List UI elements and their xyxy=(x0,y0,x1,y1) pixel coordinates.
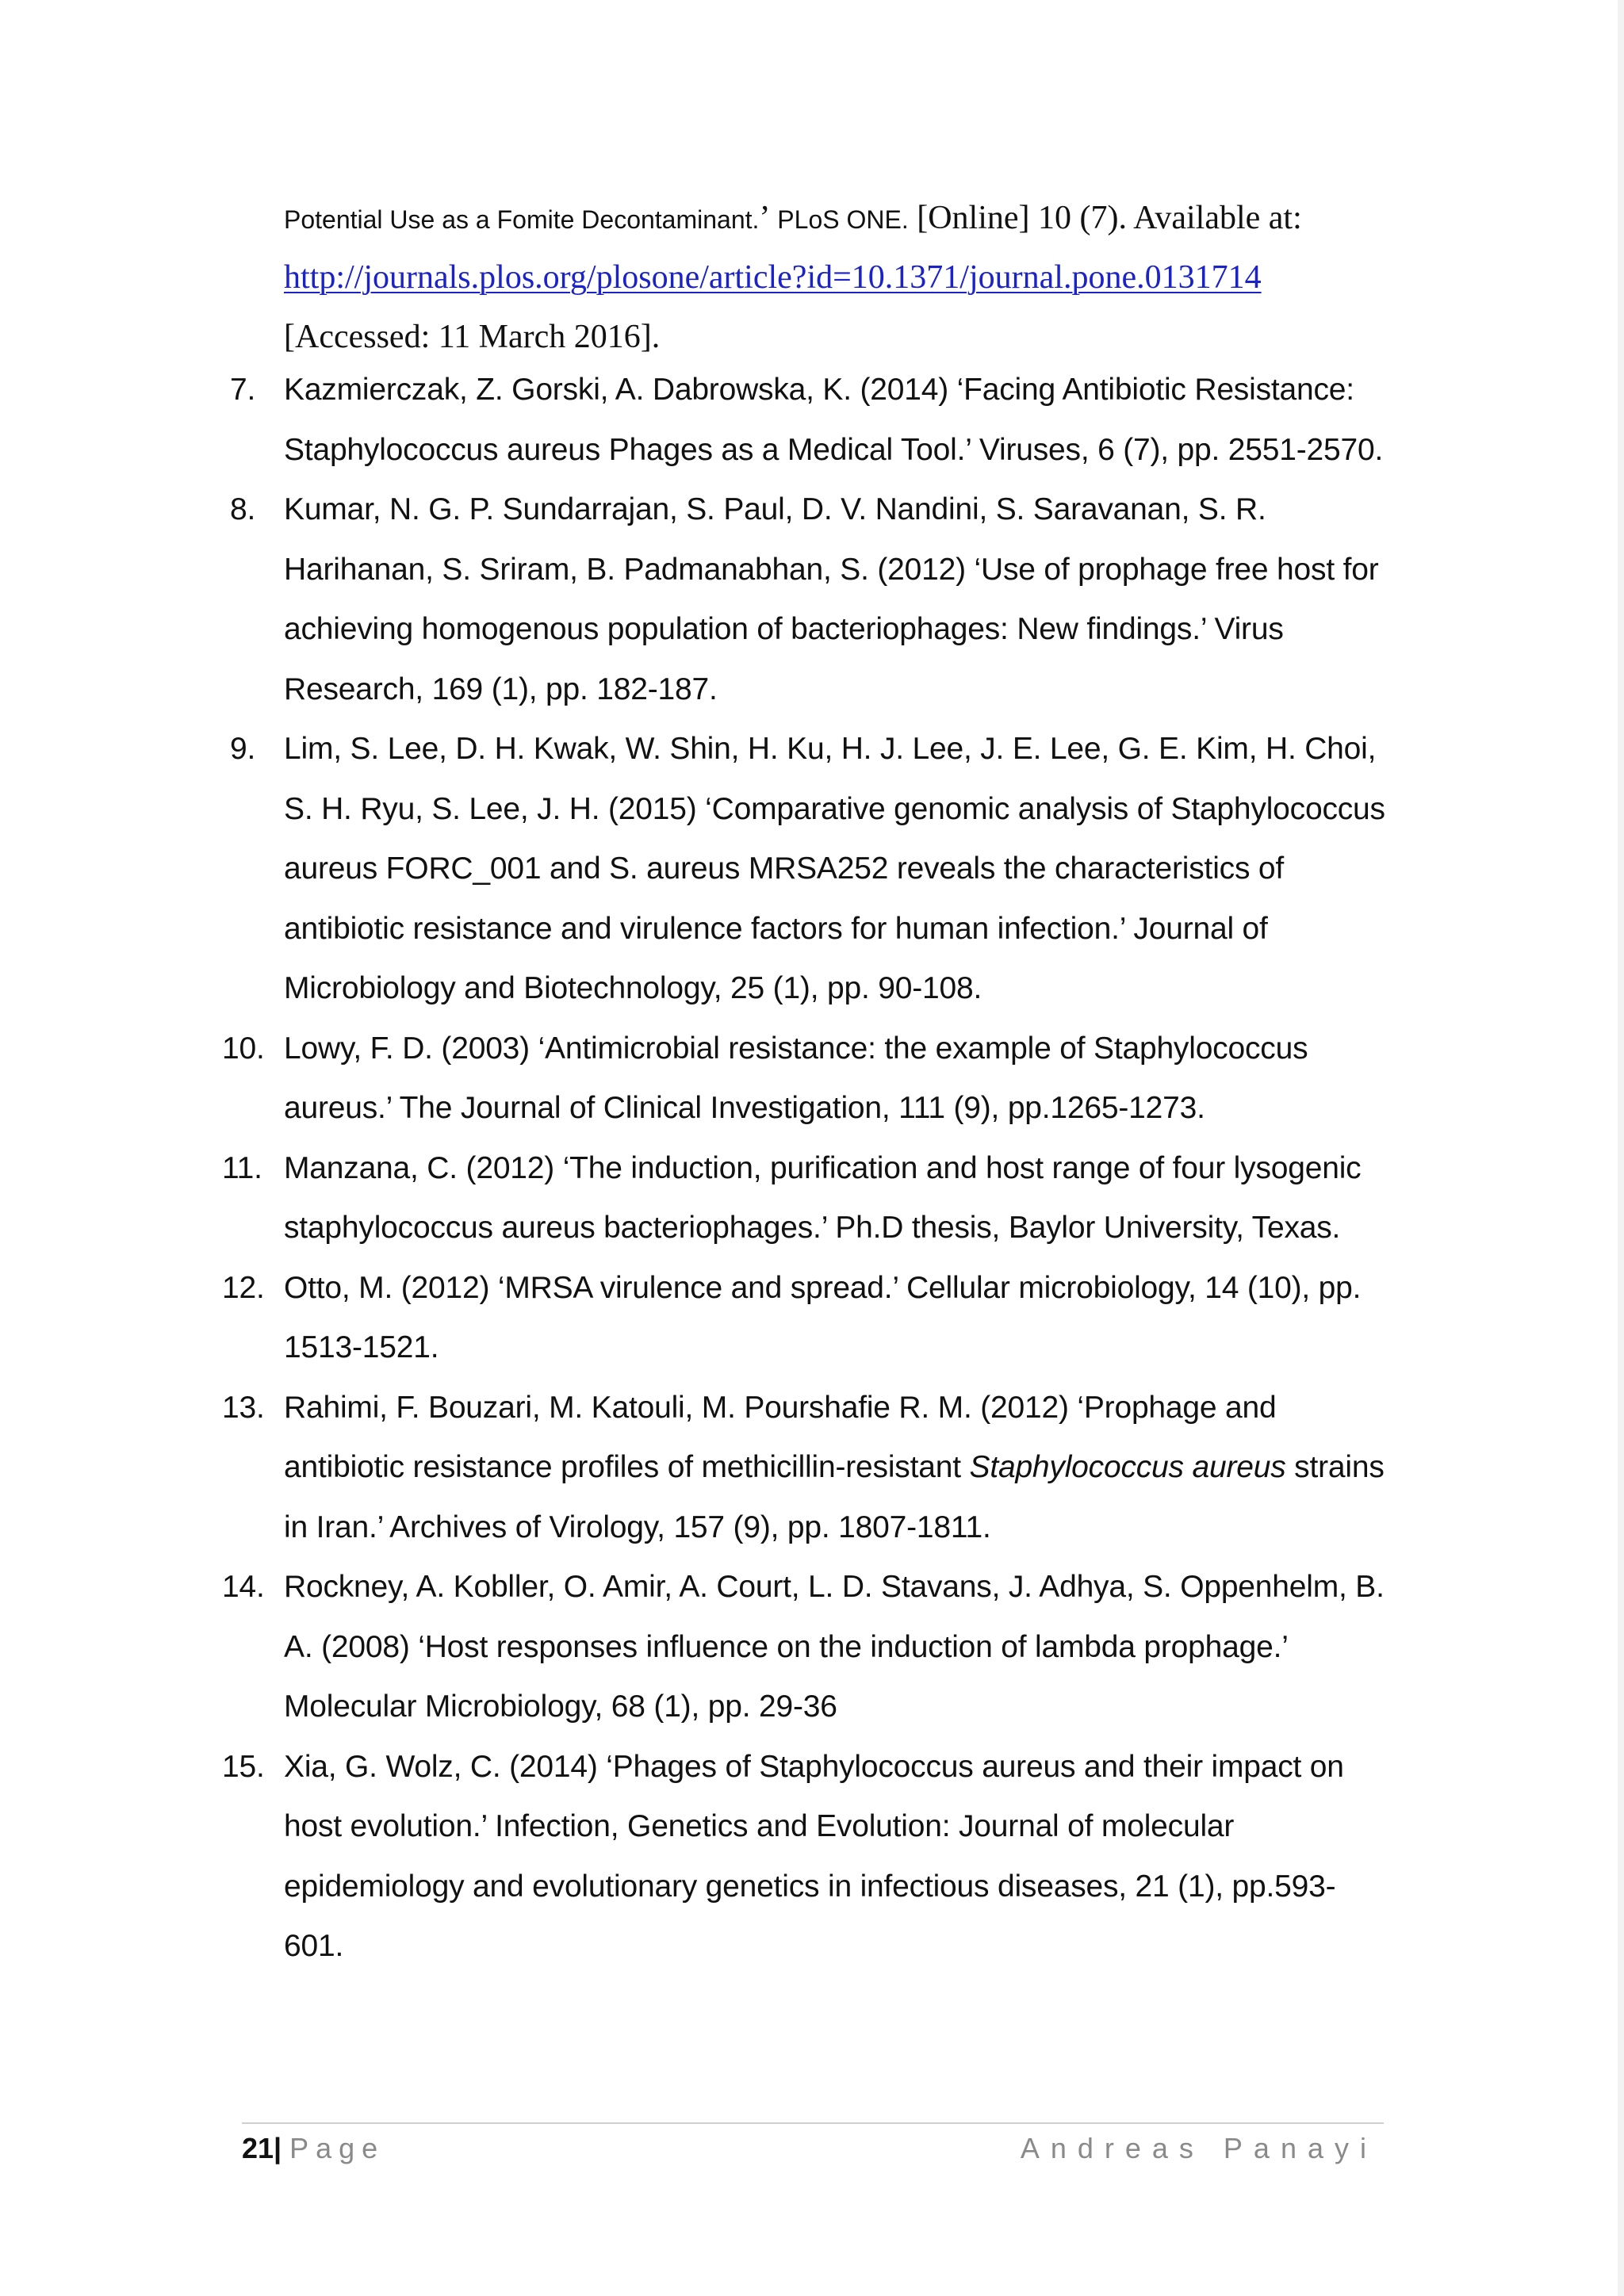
list-item xyxy=(230,480,1388,719)
reference-text: Otto, M. (2012) ‘MRSA virulence and spread.’ Cellular microbiology, 14 (10), pp. 1513-1521. xyxy=(284,1270,1362,1364)
page-number: 21 xyxy=(242,2132,274,2164)
list-item xyxy=(222,1258,1388,1378)
reference-text xyxy=(284,1391,1385,1544)
list-item xyxy=(222,1019,1388,1138)
footer-divider xyxy=(242,2122,1384,2124)
author-name: Andreas Panayi xyxy=(1020,2132,1377,2164)
reference-6-url-line xyxy=(284,248,1394,308)
reference-text: Lowy, F. D. (2003) ‘Antimicrobial resistance: the example of Staphylococcus aureus.’ The Journal of Clinical Investigation, 111 (9), pp.1265-1273. xyxy=(284,1031,1308,1125)
page-label: Page xyxy=(289,2132,385,2164)
list-item xyxy=(230,360,1388,480)
reference-list xyxy=(222,360,1388,1976)
reference-number: 14. xyxy=(222,1570,265,1604)
page-edge-shade xyxy=(1618,0,1624,2296)
reference-text-end: strains in Iran.’ Archives of Virology, 157 (9), pp. 1807-1811. xyxy=(284,1450,1385,1544)
list-item xyxy=(230,719,1388,1019)
reference-text-start: Rahimi, F. Bouzari, M. Katouli, M. Pourshafie R. M. (2012) ‘Prophage and antibiotic resistance profiles of methicillin-resistant xyxy=(284,1390,1277,1484)
reference-text: Xia, G. Wolz, C. (2014) ‘Phages of Staphylococcus aureus and their impact on host evolution.’ Infection, Genetics and Evolution: Journal of molecular epidemiology and evolutionary genetics in infectious diseases, 21 (1), pp.593-601. xyxy=(284,1749,1344,1963)
list-item xyxy=(222,1138,1388,1258)
reference-number: 8. xyxy=(230,492,256,526)
reference-6-line xyxy=(284,189,1394,248)
list-item xyxy=(222,1378,1388,1558)
list-item xyxy=(222,1737,1388,1976)
reference-number: 12. xyxy=(222,1270,265,1305)
species-name-italic: Staphylococcus aureus xyxy=(969,1450,1286,1484)
closing-quote: ’ xyxy=(759,200,771,236)
reference-text: Lim, S. Lee, D. H. Kwak, W. Shin, H. Ku, H. J. Lee, J. E. Lee, G. E. Kim, H. Choi, S. H. Ryu, S. Lee, J. H. (2015) ‘Comparative genomic analysis of Staphylococcus aureus FORC_001 and S. aureus MRSA252 reveals the characteristics of antibiotic resistance and virulence factors for human infection.’ Journal of Microbiology and Biotechnology, 25 (1), pp. 90-108. xyxy=(284,732,1385,1005)
reference-number: 15. xyxy=(222,1749,265,1784)
reference-6-accessed-line xyxy=(284,308,1394,367)
reference-text: Kazmierczak, Z. Gorski, A. Dabrowska, K. (2014) ‘Facing Antibiotic Resistance: Staphylococcus aureus Phages as a Medical Tool.’ Viruses, 6 (7), pp. 2551-2570. xyxy=(284,373,1384,467)
reference-6-continuation xyxy=(284,189,1394,367)
list-item xyxy=(222,1557,1388,1737)
reference-text: Kumar, N. G. P. Sundarrajan, S. Paul, D. V. Nandini, S. Saravanan, S. R. Harihanan, S. Sriram, B. Padmanabhan, S. (2012) ‘Use of prophage free host for achieving homogenous population of bacteriophages: New findings.’ Virus Research, 169 (1), pp. 182-187. xyxy=(284,492,1379,706)
page-separator: | xyxy=(274,2132,282,2164)
page-footer xyxy=(242,2128,1384,2169)
reference-text: Rockney, A. Kobller, O. Amir, A. Court, L. D. Stavans, J. Adhya, S. Oppenhelm, B. A. (2008) ‘Host responses influence on the induction of lambda prophage.’ Molecular Microbiology, 68 (1), pp. 29-36 xyxy=(284,1570,1385,1724)
reference-text: Manzana, C. (2012) ‘The induction, purification and host range of four lysogenic staphylococcus aureus bacteriophages.’ Ph.D thesis, Baylor University, Texas. xyxy=(284,1150,1362,1245)
reference-number: 11. xyxy=(222,1150,262,1185)
accessed-date: [Accessed: 11 March 2016]. xyxy=(284,319,661,355)
reference-number: 10. xyxy=(222,1031,265,1066)
online-availability: [Online] 10 (7). Available at: xyxy=(908,200,1302,236)
reference-number: 7. xyxy=(230,373,256,407)
reference-6-title-end: Potential Use as a Fomite Decontaminant. xyxy=(284,205,760,234)
reference-number: 9. xyxy=(230,732,256,766)
journal-name: PLoS ONE. xyxy=(770,205,909,234)
reference-number: 13. xyxy=(222,1390,265,1425)
reference-6-url-link[interactable]: http://journals.plos.org/plosone/article?id=10.1371/journal.pone.0131714 xyxy=(284,259,1262,296)
